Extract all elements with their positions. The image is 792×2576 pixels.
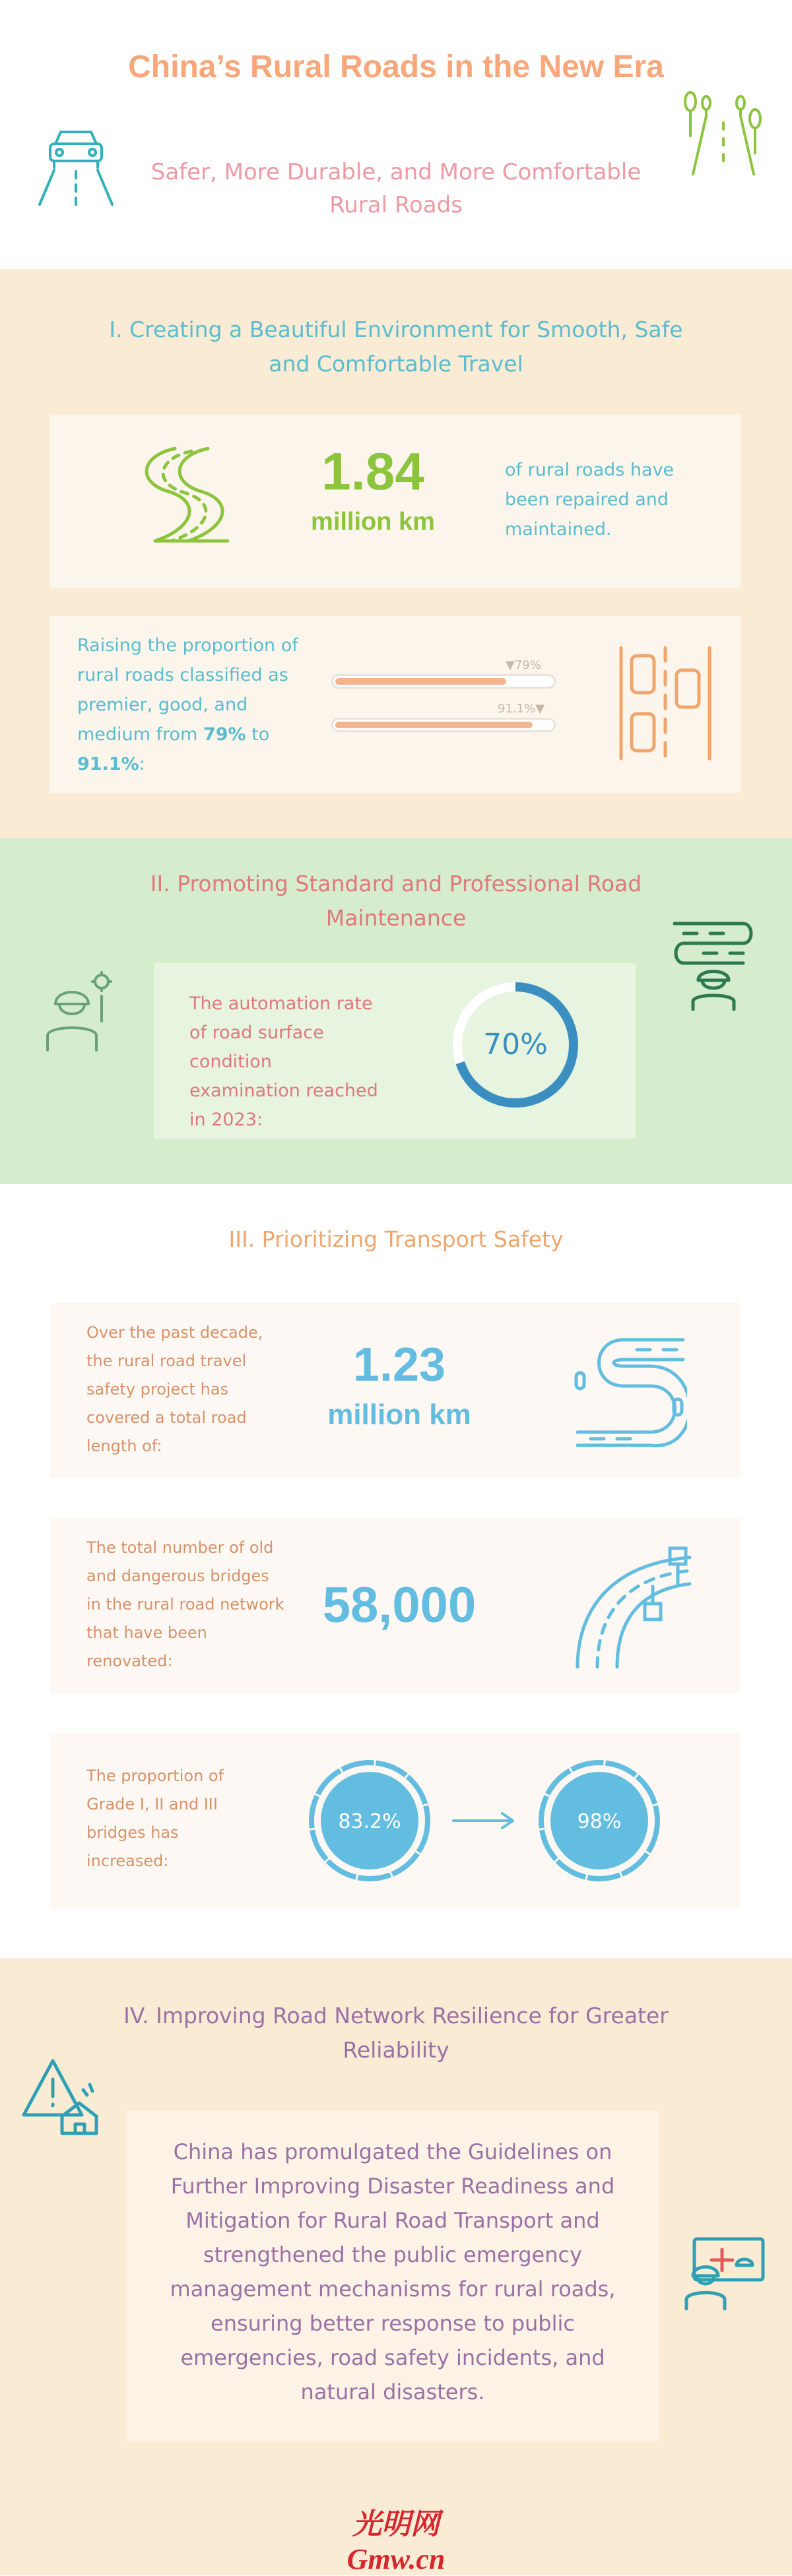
bar-91-marker: 91.1%▼ (498, 702, 545, 716)
safety-card-road-length (50, 1303, 741, 1478)
disaster-warning-icon (20, 2056, 103, 2139)
section-2 (0, 838, 792, 1184)
bar-79 (331, 658, 556, 698)
proportion-from: 79% (203, 724, 246, 745)
arrow-right-icon (452, 1811, 515, 1831)
resilience-card (127, 2111, 659, 2441)
proportion-prefix: Raising the proportion of rural roads classified as premier, good, and medium from (77, 635, 298, 745)
gmw-logo[interactable] (333, 2500, 459, 2576)
section-1-title: I. Creating a Beautiful Environment for Smooth, Safe and Comfortable Travel (109, 317, 683, 377)
gmw-logo-text: 光明网 Gmw.cn (346, 2508, 446, 2575)
automation-desc: The automation rate of road surface condition examination reached in 2023: (189, 993, 378, 1130)
resilience-body: China has promulgated the Guidelines on Further Improving Disaster Readiness and Mitigation for Rural Road Transport and strengthened the public emergency management mechanisms for rural roads, ensuring better response to public emergencies, road safety incidents, and natural disasters. (170, 2139, 616, 2404)
bar-79-fill (335, 678, 506, 685)
road-trees-icon (680, 90, 766, 175)
bar-91 (331, 702, 556, 741)
section-1 (0, 269, 792, 838)
bar-79-track (331, 674, 556, 689)
page-subtitle: Safer, More Durable, and More Comfortable Rural Roads (150, 159, 642, 218)
proportion-mid: to (246, 724, 270, 745)
stat-card-repaired (50, 414, 741, 588)
repaired-value: 1.84 (321, 442, 424, 501)
grade-to-circle (537, 1758, 662, 1883)
section-4 (0, 1958, 792, 2575)
car-on-road-icon (34, 124, 117, 207)
section-3 (0, 1184, 792, 1958)
road-length-value: 1.23 (352, 1338, 446, 1391)
gauge-label: 70% (483, 1028, 548, 1061)
road-length-unit: million km (327, 1398, 471, 1431)
grade-to-label: 98% (577, 1810, 622, 1833)
section-2-title: II. Promoting Standard and Professional Road Maintenance (150, 871, 642, 931)
repaired-desc: of rural roads have been repaired and maintained. (505, 460, 675, 540)
s-curve-road-icon (571, 1333, 687, 1449)
automation-gauge (449, 979, 581, 1111)
bridges-desc: The total number of old and dangerous bridges in the rural road network that have been renovated: (86, 1538, 284, 1670)
proportion-suffix: : (139, 754, 145, 774)
repaired-unit: million km (311, 508, 435, 536)
proportion-card (50, 616, 741, 793)
grade-bridges-desc: The proportion of Grade I, II and III bridges has increased: (86, 1767, 224, 1870)
header (0, 0, 792, 269)
safety-card-grade-bridges (50, 1733, 741, 1908)
emergency-management-icon (681, 2235, 767, 2311)
section-3-title: III. Prioritizing Transport Safety (228, 1226, 564, 1252)
bar-79-marker: ▼79% (506, 658, 541, 672)
bridge-road-icon (571, 1544, 696, 1670)
safety-card-bridges (50, 1518, 741, 1693)
proportion-text (77, 631, 302, 779)
grade-from-label: 83.2% (338, 1810, 401, 1833)
automation-card (154, 963, 636, 1139)
road-length-desc: Over the past decade, the rural road travel safety project has covered a total road length of: (86, 1323, 263, 1455)
bar-91-fill (335, 722, 533, 728)
bar-91-label: 91.1% (498, 702, 536, 716)
bar-91-track (331, 718, 556, 732)
page-title: China’s Rural Roads in the New Era (128, 49, 664, 84)
road-maintenance-icon (671, 917, 756, 1016)
traffic-lanes-icon (616, 644, 715, 763)
section-4-title: IV. Improving Road Network Resilience for Greater Reliability (123, 2003, 669, 2063)
winding-road-icon (129, 442, 234, 548)
proportion-to: 91.1% (77, 754, 139, 774)
bar-79-label: 79% (514, 658, 541, 672)
grade-from-circle (307, 1758, 432, 1883)
bridges-value: 58,000 (322, 1577, 477, 1633)
maintenance-worker-icon (36, 970, 121, 1055)
